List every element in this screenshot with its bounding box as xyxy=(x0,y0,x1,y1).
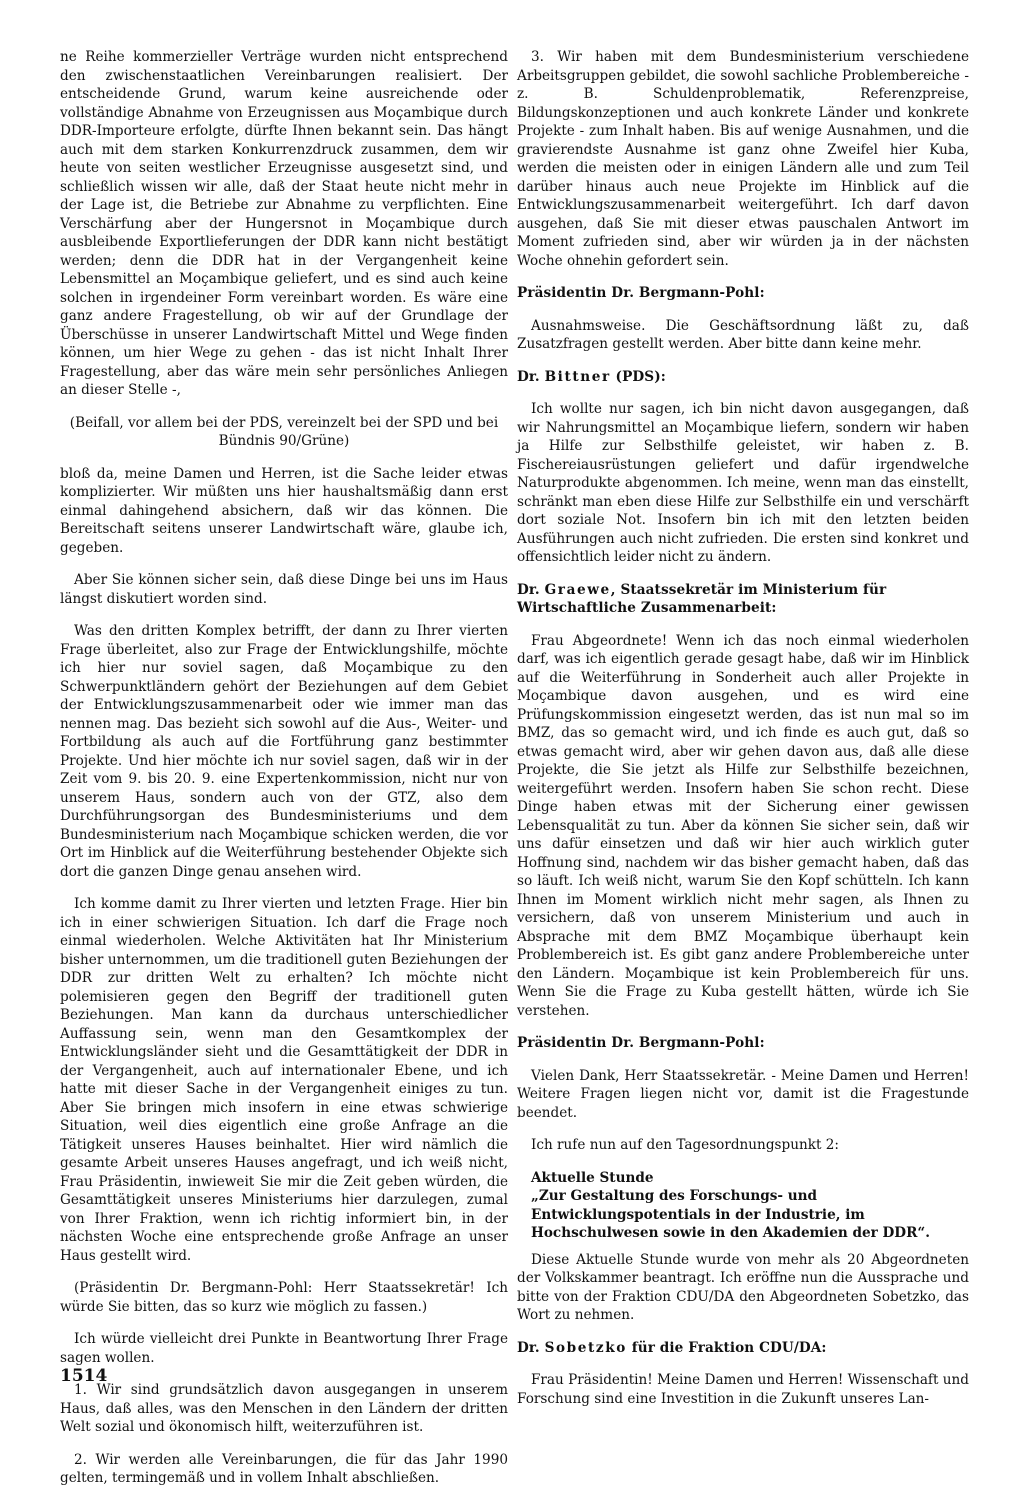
speaker-name: Bittner xyxy=(544,368,611,385)
speaker-title: Dr. xyxy=(517,581,540,598)
paragraph: Frau Präsidentin! Meine Damen und Herren! Wissenschaft und Forschung sind eine Investition in die Zukunft unseres Lan- xyxy=(517,1372,969,1407)
speaker-affiliation: , Staatssekretär im Ministerium für Wirtschaftliche Zusammenarbeit: xyxy=(517,581,887,616)
speaker-heading xyxy=(517,1339,969,1358)
paragraph: Diese Aktuelle Stunde wurde von mehr als 20 Abgeordneten der Volkskammer beantragt. Ich eröffne nun die Aussprache und bitte von der Fraktion CDU/DA den Abgeordneten Sobetzko, das Wort zu nehmen. xyxy=(517,1251,969,1323)
speaker-colon: : xyxy=(759,285,765,301)
paragraph: Ich würde vielleicht drei Punkte in Beantwortung Ihrer Frage sagen wollen. xyxy=(60,1331,508,1366)
speaker-heading xyxy=(517,1034,969,1053)
left-column xyxy=(60,48,508,1502)
speaker-colon: : xyxy=(759,1035,765,1051)
speaker-affiliation: für die Fraktion CDU/DA: xyxy=(631,1339,827,1356)
speaker-name: Sobetzko xyxy=(544,1339,627,1356)
agenda-item xyxy=(517,1169,969,1243)
paragraph: Ich komme damit zu Ihrer vierten und letzten Frage. Hier bin ich in einer schwierigen Situation. Ich darf die Frage noch einmal wiederholen. Welche Aktivitäten hat Ihr Ministerium bisher unternommen, um die traditionell guten Beziehungen der DDR zur dritten Welt zu erhalten? Ich möchte nicht polemisieren gegen den Begriff der traditionell guten Beziehungen. Man kann da durchaus unterschiedlicher Auffassung sein, wenn man den Gesamtkomplex der Entwicklungsländer sieht und die Gesamttätigkeit der DDR in der Vergangenheit, auch auf internationaler Ebene, und ich hatte mit dieser Sache in der Vergangenheit einiges zu tun. Aber Sie bringen mich insofern in eine etwas schwierige Situation, weil dies eigentlich eine große Anfrage an die Tätigkeit unseres Hauses beinhaltet. Hier wird nämlich die gesamte Arbeit unseres Hauses angefragt, und ich weiß nicht, Frau Präsidentin, inwieweit Sie mir die Zeit geben würden, die Gesamttätigkeit unseres Ministeriums hier darzulegen, zumal von Ihrer Fraktion, wenn ich richtig informiert bin, in der nächsten Woche eine entsprechende große Anfrage an unser Haus gestellt wird. xyxy=(60,896,508,1264)
paragraph: Ausnahmsweise. Die Geschäftsordnung läßt zu, daß Zusatzfragen gestellt werden. Aber bitte dann keine mehr. xyxy=(517,317,969,352)
speaker-name: Präsidentin Dr. Bergmann-Pohl xyxy=(517,285,760,301)
agenda-title: Aktuelle Stunde xyxy=(531,1169,654,1186)
applause-note: (Beifall, vor allem bei der PDS, vereinzelt bei der SPD und bei Bündnis 90/Grüne) xyxy=(69,414,499,449)
paragraph: bloß da, meine Damen und Herren, ist die Sache leider etwas komplizierter. Wir müßten uns hier haushaltsmäßig dann erst einmal dahingehend absichern, daß wir das können. Die Bereitschaft seitens unserer Landwirtschaft wäre, glaube ich, gegeben. xyxy=(60,465,508,556)
speaker-heading xyxy=(517,581,969,618)
numbered-point: 1. Wir sind grundsätzlich davon ausgegangen in unserem Haus, daß alles, was den Menschen in den Ländern der dritten Welt sozial und ökonomisch hilft, weiterzuführen ist. xyxy=(60,1382,508,1435)
paragraph: Ich wollte nur sagen, ich bin nicht davon ausgegangen, daß wir Nahrungsmittel an Moçambique liefern, sondern wir haben ja Hilfe zur Selbsthilfe geleistet, wir haben z. B. Fischereiausrüstungen geliefert und dafür irgendwelche Naturprodukte abgenommen. Ich meine, wenn man das einstellt, schränkt man eben diese Hilfe zur Selbsthilfe ein und verschärft dort soziale Not. Insofern bin ich mit den letzten beiden Ausführungen auch nicht zufrieden. Die ersten sind konkret und offensichtlich leider nicht zu ändern. xyxy=(517,401,969,565)
paragraph: Aber Sie können sicher sein, daß diese Dinge bei uns im Haus längst diskutiert worden sind. xyxy=(60,572,508,607)
paragraph: Was den dritten Komplex betrifft, der dann zu Ihrer vierten Frage überleitet, also zur Frage der Entwicklungshilfe, möchte ich hier nur soviel sagen, daß Moçambique zu den Schwerpunktländern gehört der Beziehungen auf dem Gebiet der Entwicklungszusammenarbeit oder wie immer man das nennen mag. Das bezieht sich sowohl auf die Aus-, Weiter- und Fortbildung als auch auf die Fortführung ganz bestimmter Projekte. Und hier möchte ich nur soviel sagen, daß wir in der Zeit vom 9. bis 20. 9. eine Expertenkommission, nicht nur von unserem Haus, sondern auch von der GTZ, also dem Durchführungsorgan des Bundesministeriums und dem Bundesministerium nach Moçambique schicken werden, die vor Ort im Hinblick auf die Weiterführung bestehender Objekte sich dort die ganzen Dinge genau ansehen wird. xyxy=(60,623,508,880)
speaker-heading xyxy=(517,284,969,303)
numbered-point: 2. Wir werden alle Vereinbarungen, die für das Jahr 1990 gelten, termingemäß und in vollem Inhalt abschließen. xyxy=(60,1451,508,1486)
paragraph: Ich rufe nun auf den Tagesordnungspunkt 2: xyxy=(531,1137,839,1153)
speaker-heading xyxy=(517,368,969,387)
numbered-point: 3. Wir haben mit dem Bundesministerium verschiedene Arbeitsgruppen gebildet, die sowohl sachliche Problembereiche - z. B. Schuldenproblematik, Referenzpreise, Bildungskonzeptionen und auch konkrete Länder und konkrete Projekte - zum Inhalt haben. Bis auf wenige Ausnahmen, und die gravierendste Ausnahme ist ganz ohne Zweifel hier Kuba, werden die meisten oder in einigen Ländern alle und zum Teil darüber hinaus auch neue Projekte im Hinblick auf die Entwicklungszusammenarbeit weitergeführt. Ich darf davon ausgehen, daß Sie mit dieser etwas pauschalen Antwort im Moment zufrieden sind, aber wir würden ja in der nächsten Woche ohnehin gefordert sein. xyxy=(517,49,969,269)
speaker-title: Dr. xyxy=(517,1339,540,1356)
speaker-name: Graewe xyxy=(544,581,611,598)
right-column xyxy=(517,48,969,1422)
agenda-subtitle: „Zur Gestaltung des Forschungs- und Entwicklungspotentials in der Industrie, im Hochschulwesen sowie in den Akademien der DDR“. xyxy=(531,1188,930,1241)
paragraph: Frau Abgeordnete! Wenn ich das noch einmal wiederholen darf, was ich eigentlich gerade gesagt habe, daß wir im Hinblick auf die Weiterführung in Sonderheit auch aller Projekte in Moçambique davon ausgehen, und es wird eine Prüfungskommission eingesetzt werden, das ist nun mal so im BMZ, das so gemacht wird, und ich finde es auch gut, daß so etwas gemacht wird, aber wir gehen davon aus, daß alle diese Projekte, die Sie jetzt als Hilfe zur Selbsthilfe bezeichnen, weitergeführt werden. Insofern haben Sie schon recht. Diese Dinge haben etwas mit der Sicherung einer gewissen Lebensqualität zu tun. Aber da können Sie sicher sein, daß wir uns dafür einsetzen und daß wir hier auch wirklich guter Hoffnung sind, nachdem wir das bisher gemacht haben, daß das so läuft. Ich weiß nicht, warum Sie den Kopf schütteln. Ich kann Ihnen im Moment wirklich nicht mehr sagen, als Ihnen zu versichern, daß von unserem Ministerium und auch in Absprache mit dem BMZ Moçambique überhaupt kein Problembereich ist. Es gibt ganz andere Problembereiche unter den Ländern. Moçambique ist kein Problembereich für uns. Wenn Sie die Frage zu Kuba gestellt hätten, würde ich Sie verstehen. xyxy=(517,632,969,1019)
speaker-name: Präsidentin Dr. Bergmann-Pohl xyxy=(517,1035,760,1051)
page-number: 1514 xyxy=(60,1366,108,1386)
paragraph: Vielen Dank, Herr Staatssekretär. - Meine Damen und Herren! Weitere Fragen liegen nicht vor, damit ist die Fragestunde beendet. xyxy=(517,1067,969,1121)
speaker-title: Dr. xyxy=(517,368,540,385)
interjection: (Präsidentin Dr. Bergmann-Pohl: Herr Staatssekretär! Ich würde Sie bitten, das so kurz wie möglich zu fassen.) xyxy=(60,1280,508,1315)
speaker-affiliation: (PDS): xyxy=(615,368,666,385)
paragraph: ne Reihe kommerzieller Verträge wurden nicht entsprechend den zwischenstaatlichen Vereinbarungen realisiert. Der entscheidende Grund, warum keine ausreichende oder vollständige Abnahme von Erzeugnissen aus Moçambique durch DDR-Importeure erfolgte, dürfte Ihnen bekannt sein. Das hängt auch mit dem starken Konkurrenzdruck zusammen, dem wir heute von seiten westlicher Erzeugnisse ausgesetzt sind, und schließlich wissen wir alle, daß der Staat heute nicht mehr in der Lage ist, die Betriebe zur Abnahme zu verpflichten. Eine Verschärfung aber der Hungersnot in Moçambique durch ausbleibende Exportlieferungen der DDR kann nicht bestätigt werden; denn die DDR hat in der Vergangenheit keine Lebensmittel an Moçambique geliefert, und es sind auch keine solchen in irgendeiner Form vereinbart worden. Es wäre eine ganz andere Fragestellung, ob wir auf der Grundlage der Überschüsse in unserer Landwirtschaft Mittel und Wege finden können, um hier Wege zu gehen - das ist nicht Inhalt Ihrer Fragestellung, aber das wäre mein sehr persönliches Anliegen an dieser Stelle -, xyxy=(60,49,508,398)
